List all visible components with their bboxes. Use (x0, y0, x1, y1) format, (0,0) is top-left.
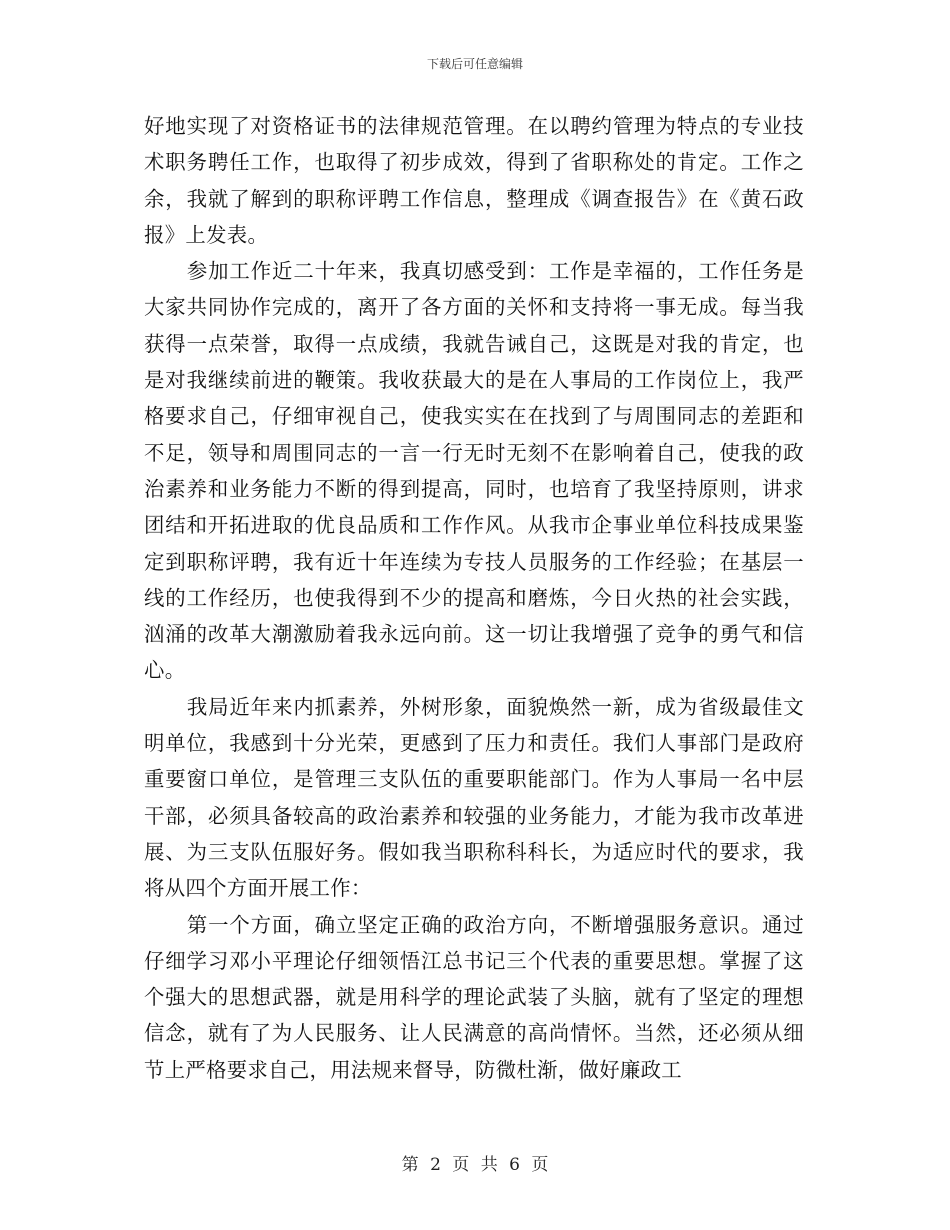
paragraph-3: 我局近年来内抓素养，外树形象，面貌焕然一新，成为省级最佳文明单位，我感到十分光荣，更感到了压力和责任。我们人事部门是政府重要窗口单位，是管理三支队伍的重要职能部门。作为人事局一名中层干部，必须具备较高的政治素养和较强的业务能力，才能为我市改革进展、为三支队伍服好务。假如我当职称科科长，为适应时代的要求，我将从四个方面开展工作： (144, 694, 804, 901)
paragraph-4: 第一个方面，确立坚定正确的政治方向，不断增强服务意识。通过仔细学习邓小平理论仔细领悟江总书记三个代表的重要思想。掌握了这个强大的思想武器，就是用科学的理论武装了头脑，就有了坚定的理想信念，就有了为人民服务、让人民满意的高尚情怀。当然，还必须从细节上严格要求自己，用法规来督导，防微杜渐，做好廉政工 (144, 912, 804, 1082)
paragraph-1: 好地实现了对资格证书的法律规范管理。在以聘约管理为特点的专业技术职务聘任工作，也取得了初步成效，得到了省职称处的肯定。工作之余，我就了解到的职称评聘工作信息，整理成《调查报告》在《黄石政报》上发表。 (144, 114, 804, 247)
page-number: 第 2 页 共 6 页 (401, 1155, 549, 1175)
paragraph-2: 参加工作近二十年来，我真切感受到：工作是幸福的，工作任务是大家共同协作完成的，离开了各方面的关怀和支持将一事无成。每当我获得一点荣誉，取得一点成绩，我就告诫自己，这既是对我的肯定，也是对我继续前进的鞭策。我收获最大的是在人事局的工作岗位上，我严格要求自己，仔细审视自己，使我实实在在找到了与周围同志的差距和不足，领导和周围同志的一言一行无时无刻不在影响着自己，使我的政治素养和业务能力不断的得到提高，同时，也培育了我坚持原则，讲求团结和开拓进取的优良品质和工作作风。从我市企事业单位科技成果鉴定到职称评聘，我有近十年连续为专技人员服务的工作经验；在基层一线的工作经历，也使我得到不少的提高和磨炼，今日火热的社会实践，汹涌的改革大潮激励着我永远向前。这一切让我增强了竞争的勇气和信心。 (144, 259, 804, 683)
page-header: 下载后可任意编辑 (426, 57, 523, 71)
document-body (144, 108, 804, 1088)
